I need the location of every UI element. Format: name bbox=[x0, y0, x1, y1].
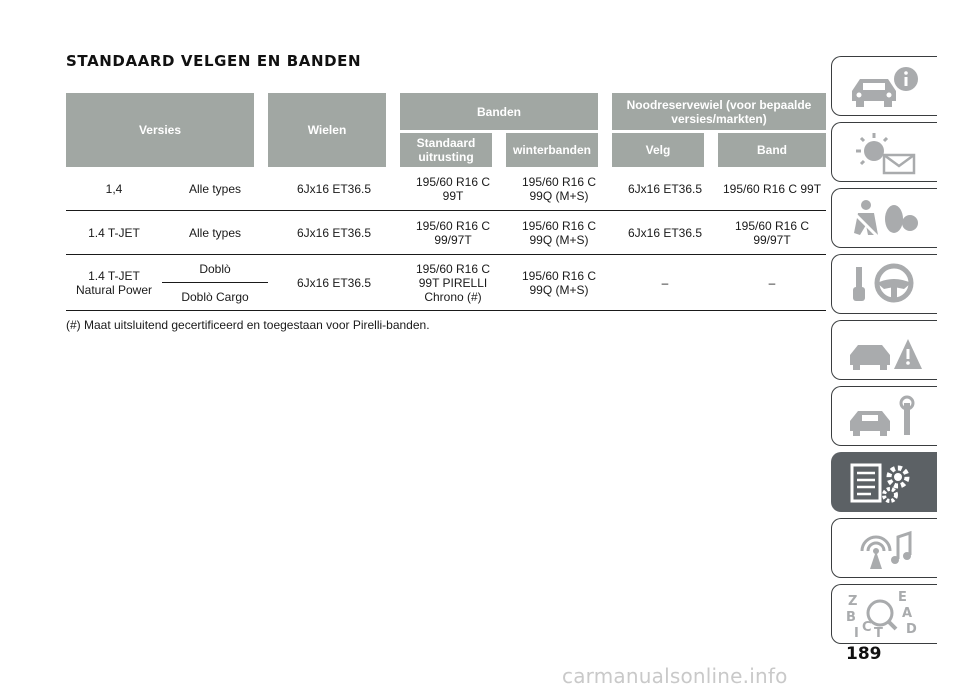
cell-type: Doblò Cargo bbox=[162, 283, 268, 311]
index-letter: E bbox=[898, 591, 907, 605]
index-letter: T bbox=[874, 626, 883, 639]
tab-technical-data[interactable] bbox=[831, 452, 937, 512]
index-letter: C bbox=[862, 620, 872, 635]
cell-type: Doblò bbox=[162, 255, 268, 283]
cell-standaard: 195/60 R16 C 99T bbox=[400, 167, 506, 211]
header-noodreservewiel: Noodreservewiel (voor bepaalde versies/markten) bbox=[612, 93, 826, 133]
specs-gears-icon bbox=[844, 459, 934, 507]
airbag-safety-icon bbox=[844, 195, 934, 243]
index-letter: A bbox=[902, 606, 913, 621]
cell-winter: 195/60 R16 C 99Q (M+S) bbox=[506, 167, 612, 211]
header-band: Band bbox=[718, 133, 826, 167]
tab-emergency[interactable] bbox=[831, 320, 937, 380]
cell-velg: – bbox=[612, 255, 718, 311]
cell-winter: 195/60 R16 C 99Q (M+S) bbox=[506, 211, 612, 255]
tab-maintenance[interactable] bbox=[831, 386, 937, 446]
cell-band: 195/60 R16 C 99T bbox=[718, 167, 826, 211]
cell-versie: 1,4 bbox=[66, 167, 162, 211]
header-standaard: Standaard uitrusting bbox=[400, 133, 506, 167]
tire-spec-table bbox=[66, 93, 826, 311]
cell-winter: 195/60 R16 C 99Q (M+S) bbox=[506, 255, 612, 311]
car-info-icon bbox=[844, 63, 934, 111]
alphabetical-index-icon bbox=[844, 591, 934, 639]
cell-versie: 1.4 T-JET bbox=[66, 211, 162, 255]
cell-band: – bbox=[718, 255, 826, 311]
chapter-tabs bbox=[831, 56, 939, 650]
cell-wielen: 6Jx16 ET36.5 bbox=[268, 255, 400, 311]
tab-lights-messages[interactable] bbox=[831, 122, 937, 182]
header-versies: Versies bbox=[66, 93, 268, 167]
cell-velg: 6Jx16 ET36.5 bbox=[612, 211, 718, 255]
tab-starting-driving[interactable] bbox=[831, 254, 937, 314]
car-emergency-icon bbox=[844, 327, 934, 375]
key-steering-wheel-icon bbox=[844, 261, 934, 309]
index-letter: B bbox=[846, 610, 856, 625]
header-wielen: Wielen bbox=[268, 93, 400, 167]
car-maintenance-icon bbox=[844, 393, 934, 441]
footnote: (#) Maat uitsluitend gecertificeerd en toegestaan voor Pirelli-banden. bbox=[66, 318, 430, 332]
cell-band: 195/60 R16 C 99/97T bbox=[718, 211, 826, 255]
cell-type: Alle types bbox=[162, 167, 268, 211]
header-winterbanden: winterbanden bbox=[506, 133, 612, 167]
table-row bbox=[66, 255, 826, 283]
index-letter: D bbox=[906, 622, 917, 637]
cell-wielen: 6Jx16 ET36.5 bbox=[268, 211, 400, 255]
cell-wielen: 6Jx16 ET36.5 bbox=[268, 167, 400, 211]
table-row bbox=[66, 167, 826, 211]
cell-type: Alle types bbox=[162, 211, 268, 255]
multimedia-icon bbox=[844, 525, 934, 573]
tab-index[interactable] bbox=[831, 584, 937, 644]
index-letter: I bbox=[854, 626, 859, 639]
page-number: 189 bbox=[846, 644, 882, 664]
page-title: STANDAARD VELGEN EN BANDEN bbox=[66, 52, 362, 70]
index-letter: Z bbox=[848, 594, 858, 609]
cell-standaard: 195/60 R16 C 99T PIRELLI Chrono (#) bbox=[400, 255, 506, 311]
watermark: carmanualsonline.info bbox=[562, 664, 788, 688]
cell-standaard: 195/60 R16 C 99/97T bbox=[400, 211, 506, 255]
table-row bbox=[66, 211, 826, 255]
tab-safety[interactable] bbox=[831, 188, 937, 248]
light-message-icon bbox=[844, 129, 934, 177]
header-banden: Banden bbox=[400, 93, 612, 133]
tab-car-info[interactable] bbox=[831, 56, 937, 116]
header-velg: Velg bbox=[612, 133, 718, 167]
cell-velg: 6Jx16 ET36.5 bbox=[612, 167, 718, 211]
cell-versie: 1.4 T-JET Natural Power bbox=[66, 255, 162, 311]
tab-multimedia[interactable] bbox=[831, 518, 937, 578]
